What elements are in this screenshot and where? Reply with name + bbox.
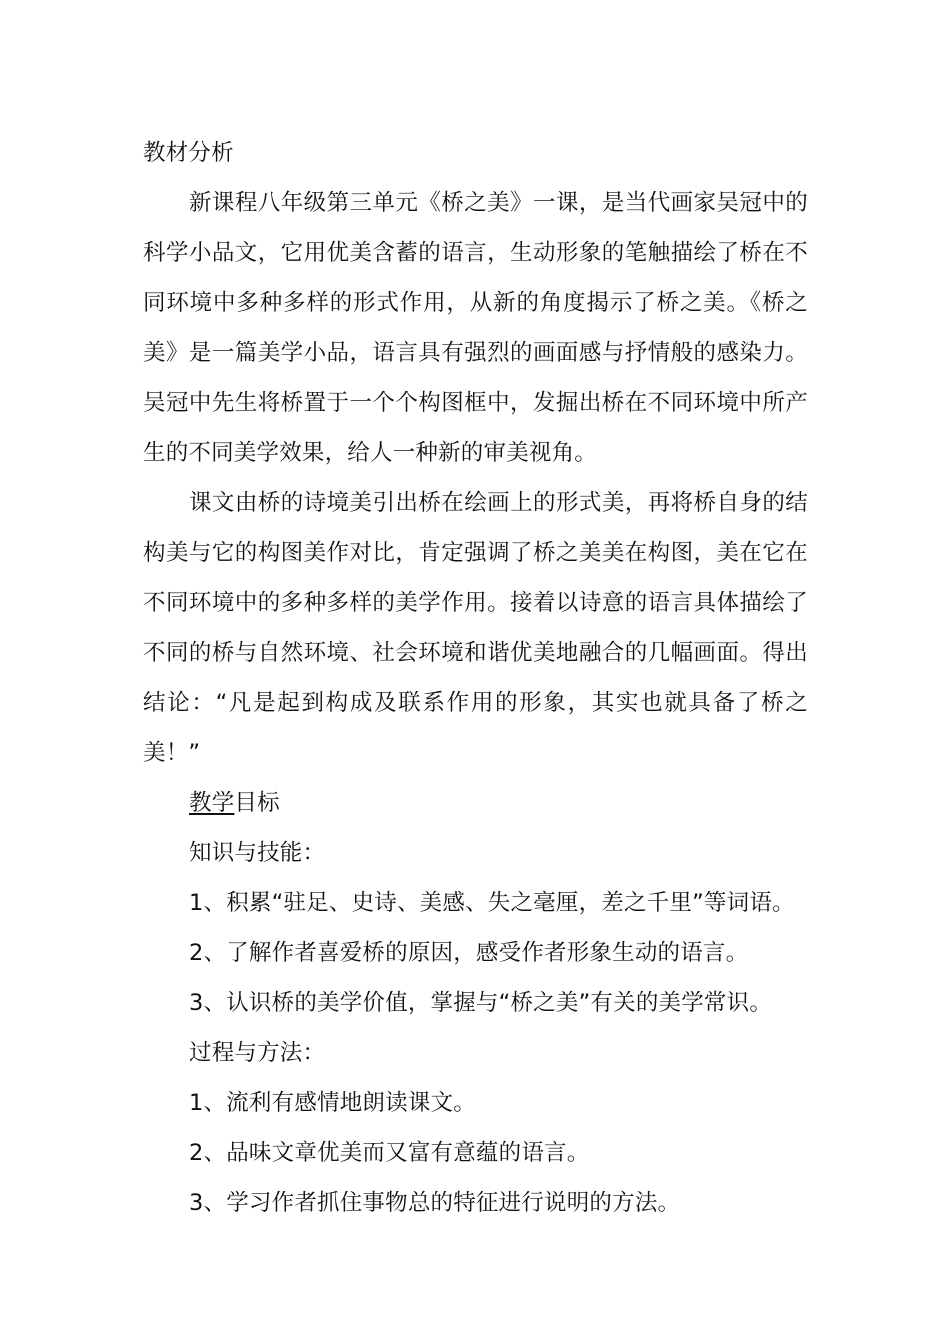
list-item: 2、了解作者喜爱桥的原因，感受作者形象生动的语言。: [189, 940, 749, 966]
document-body: [143, 128, 808, 1228]
list-item: 3、认识桥的美学价值，掌握与“桥之美”有关的美学常识。: [189, 990, 773, 1016]
section-title-teaching-objectives: [143, 778, 808, 828]
subsection-title-process: 过程与方法：: [189, 1040, 326, 1066]
section-title-textbook-analysis: 教材分析: [143, 140, 234, 166]
list-item: 1、流利有感情地朗读课文。: [189, 1090, 476, 1116]
list-item: 3、学习作者抓住事物总的特征进行说明的方法。: [189, 1190, 681, 1216]
paragraph-intro: 新课程八年级第三单元《桥之美》一课，是当代画家吴冠中的科学小品文，它用优美含蓄的语言，生动形象的笔触描绘了桥在不同环境中多种多样的形式作用，从新的角度揭示了桥之美。《桥之美》是一篇美学小品，语言具有强烈的画面感与抒情般的感染力。吴冠中先生将桥置于一个个构图框中，发掘出桥在不同环境中所产生的不同美学效果，给人一种新的审美视角。: [143, 190, 808, 466]
objectives-title-rest: 目标: [234, 790, 280, 816]
paragraph-structure: 课文由桥的诗境美引出桥在绘画上的形式美，再将桥自身的结构美与它的构图美作对比，肯定强调了桥之美美在构图，美在它在不同环境中的多种多样的美学作用。接着以诗意的语言具体描绘了不同的桥与自然环境、社会环境和谐优美地融合的几幅画面。得出结论：“凡是起到构成及联系作用的形象，其实也就具备了桥之美！”: [143, 490, 808, 766]
underlined-word: 教学: [189, 790, 235, 816]
list-item: 2、品味文章优美而又富有意蕴的语言。: [189, 1140, 590, 1166]
list-item: 1、积累“驻足、史诗、美感、失之毫厘，差之千里”等词语。: [189, 890, 795, 916]
subsection-title-knowledge: 知识与技能：: [189, 840, 326, 866]
